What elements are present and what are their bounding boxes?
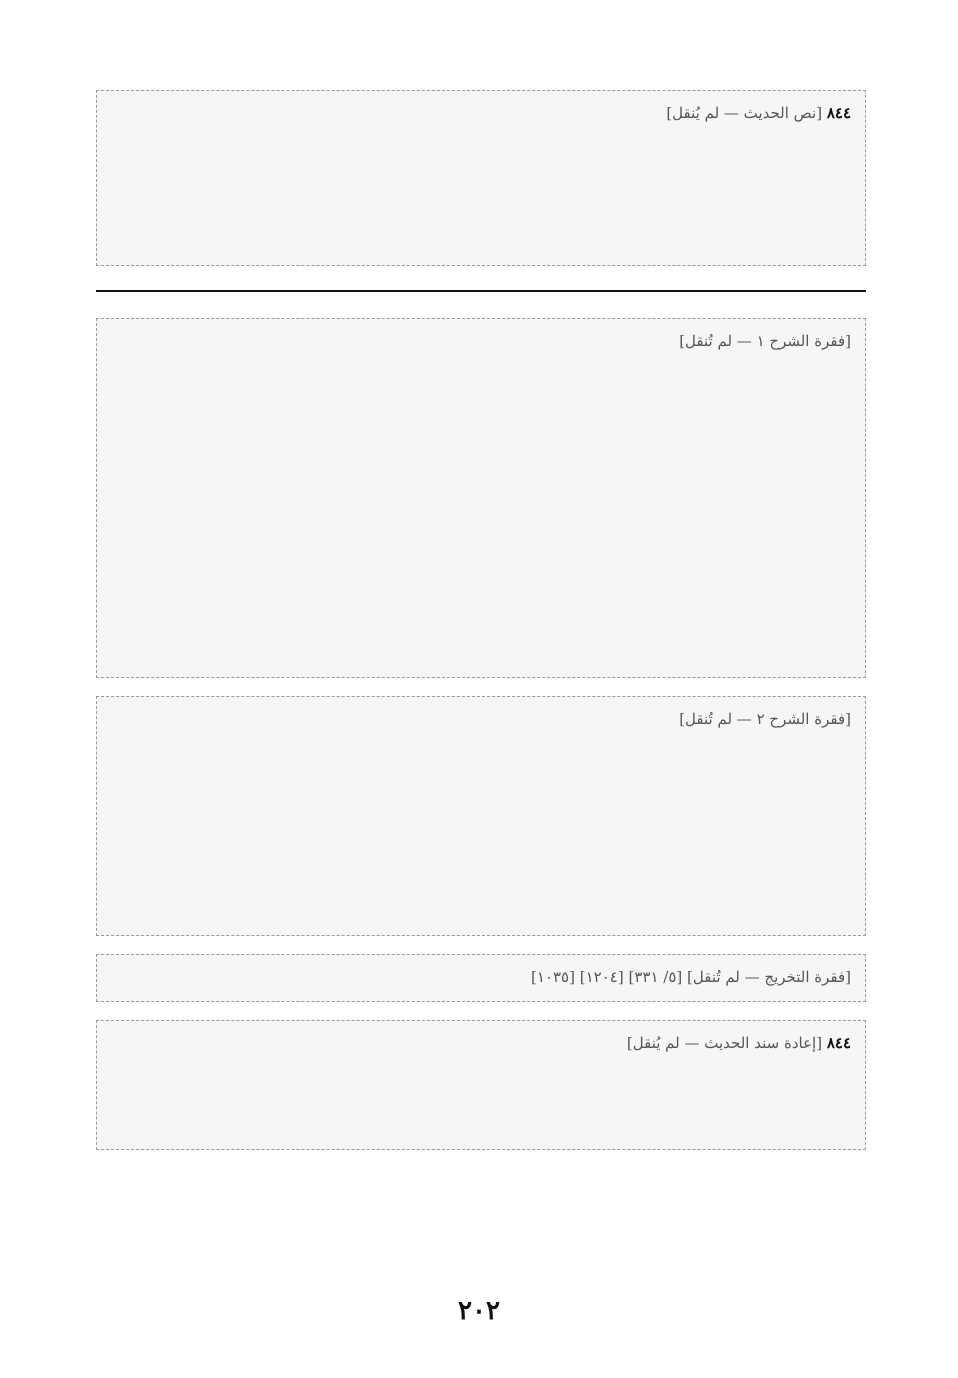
reference-2: [١٢٠٤] <box>579 968 624 986</box>
hadith-block <box>96 90 866 266</box>
commentary-para-2: [فقرة الشرح ٢ — لم تُنقل] <box>96 696 866 936</box>
reference-1: [٥/ ٣٣١] <box>628 968 683 986</box>
footnote-divider <box>96 290 866 292</box>
commentary-para-3-text: [فقرة التخريج — لم تُنقل] <box>687 968 851 986</box>
summary-block <box>96 1020 866 1150</box>
hadith-text <box>96 90 866 266</box>
commentary-block <box>96 318 866 1150</box>
reference-3: [١٠٣٥] <box>531 968 575 986</box>
hadith-placeholder: [نص الحديث — لم يُنقل] <box>666 104 823 122</box>
hadith-number: ٨٤٤ <box>826 104 851 122</box>
summary-placeholder: [إعادة سند الحديث — لم يُنقل] <box>626 1034 823 1052</box>
book-page <box>96 90 866 1168</box>
commentary-para-3 <box>96 954 866 1002</box>
summary-number: ٨٤٤ <box>826 1034 851 1052</box>
page-number: ٢٠٢ <box>458 1296 500 1326</box>
commentary-para-1: [فقرة الشرح ١ — لم تُنقل] <box>96 318 866 678</box>
